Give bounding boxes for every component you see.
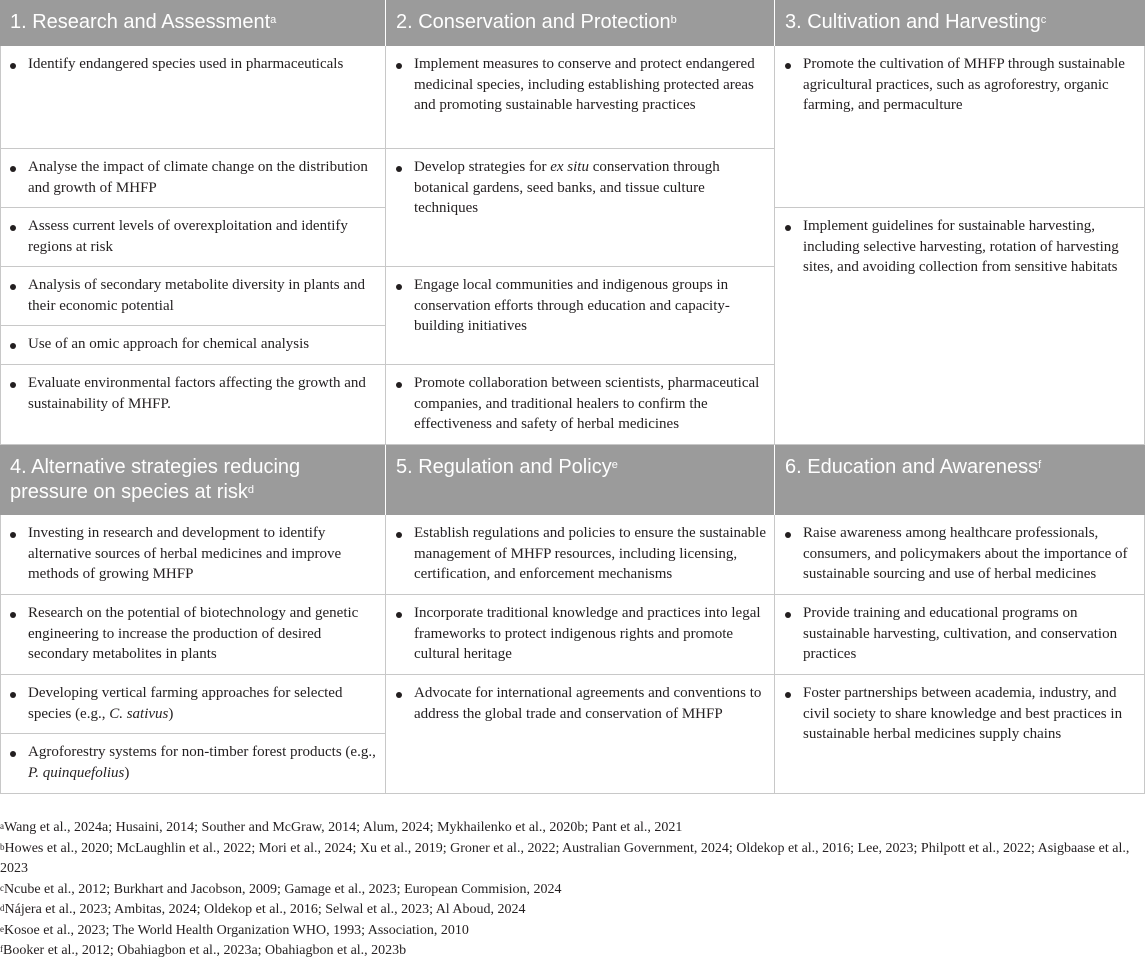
footnote-a: $^a$Wang et al., 2024a; Husaini, 2014; Souther and McGraw, 2014; Alum, 2024; Mykhailenko et al., 2020b; Pant et al., 2021 bbox=[0, 820, 683, 835]
footnote-e: $^e$Kosoe et al., 2023; The World Health Organization WHO, 1993; Association, 2010 bbox=[0, 922, 469, 938]
bullet-icon bbox=[10, 532, 16, 538]
header-conservation-protection bbox=[386, 0, 774, 46]
bullet-icon bbox=[785, 532, 791, 538]
cell-regulation-3 bbox=[386, 675, 775, 794]
cell-education-2 bbox=[775, 595, 1145, 675]
header-title: pressure on species at risk bbox=[10, 481, 248, 503]
footnote-f: $^f$Booker et al., 2012; Obahiagbon et al., 2023a; Obahiagbon et al., 2023b bbox=[0, 943, 407, 958]
list-item: Evaluate environmental factors affecting the growth and sustainability of MHFP. bbox=[10, 373, 377, 414]
header-title: 2. Conservation and Protection bbox=[396, 11, 671, 33]
list-item: Provide training and educational programs on sustainable harvesting, cultivation, and conservation practices bbox=[785, 603, 1136, 665]
cell-conservation-1 bbox=[386, 46, 775, 149]
list-item: Incorporate traditional knowledge and practices into legal frameworks to protect indigenous rights and promote cultural heritage bbox=[396, 603, 766, 665]
cell-regulation-1 bbox=[386, 515, 775, 595]
bullet-icon bbox=[10, 692, 16, 698]
cell-alternative-1 bbox=[0, 515, 386, 595]
list-item: Establish regulations and policies to ensure the sustainable management of MHFP resources, including licensing, certification, and enforcement mechanisms bbox=[396, 523, 766, 585]
header-education-awareness bbox=[775, 445, 1145, 515]
bullet-icon bbox=[10, 63, 16, 69]
bullet-icon bbox=[396, 63, 402, 69]
footnote-d: $^d$Nájera et al., 2023; Ambitas, 2024; Oldekop et al., 2016; Selwal et al., 2023; Al Aboud, 2024 bbox=[0, 902, 526, 917]
footnote-marker: b bbox=[670, 14, 677, 26]
footnote-marker: d bbox=[247, 484, 255, 496]
cell-research-4 bbox=[0, 267, 386, 326]
cell-alternative-4 bbox=[0, 734, 386, 794]
list-item: Research on the potential of biotechnology and genetic engineering to increase the production of desired secondary metabolites in plants bbox=[10, 603, 377, 665]
bullet-icon bbox=[10, 225, 16, 231]
bullet-icon bbox=[396, 284, 402, 290]
list-item: Agroforestry systems for non-timber forest products (e.g., P. quinquefolius) bbox=[10, 742, 377, 783]
table-left-rule bbox=[0, 515, 1, 794]
cell-education-3 bbox=[775, 675, 1145, 794]
bullet-icon bbox=[10, 612, 16, 618]
bullet-icon bbox=[785, 692, 791, 698]
list-item: Analysis of secondary metabolite diversity in plants and their economic potential bbox=[10, 275, 377, 316]
bullet-icon bbox=[10, 343, 16, 349]
cell-research-1 bbox=[0, 46, 386, 149]
cell-research-3 bbox=[0, 208, 386, 267]
footnotes bbox=[0, 818, 1145, 962]
list-item: Investing in research and development to identify alternative sources of herbal medicines and improve methods of growing MHFP bbox=[10, 523, 377, 585]
table-left-rule bbox=[0, 46, 1, 445]
cell-alternative-3 bbox=[0, 675, 386, 734]
list-item: Implement measures to conserve and protect endangered medicinal species, including establishing protected areas and promoting sustainable harvesting practices bbox=[396, 54, 766, 116]
header-research-assessment bbox=[0, 0, 385, 46]
cell-conservation-3 bbox=[386, 267, 775, 365]
cell-cultivation-2 bbox=[775, 208, 1145, 445]
list-item: Engage local communities and indigenous groups in conservation efforts through education and capacity-building initiatives bbox=[396, 275, 766, 337]
cell-conservation-4 bbox=[386, 365, 775, 445]
cell-alternative-2 bbox=[0, 595, 386, 675]
cell-cultivation-1 bbox=[775, 46, 1145, 208]
header-regulation-policy bbox=[386, 445, 774, 515]
bullet-icon bbox=[396, 612, 402, 618]
list-item: Raise awareness among healthcare professionals, consumers, and policymakers about the importance of sustainable sourcing and use of herbal medicines bbox=[785, 523, 1136, 585]
header-cultivation-harvesting bbox=[775, 0, 1145, 46]
list-item: Promote the cultivation of MHFP through sustainable agricultural practices, such as agroforestry, organic farming, and permaculture bbox=[785, 54, 1136, 116]
list-item: Use of an omic approach for chemical analysis bbox=[10, 334, 377, 355]
list-item: Analyse the impact of climate change on the distribution and growth of MHFP bbox=[10, 157, 377, 198]
header-title: 5. Regulation and Policy bbox=[396, 456, 612, 478]
list-item: Promote collaboration between scientists, pharmaceutical companies, and traditional healers to confirm the effectiveness and safety of herbal medicines bbox=[396, 373, 766, 435]
bullet-icon bbox=[396, 692, 402, 698]
list-item: Advocate for international agreements and conventions to address the global trade and conservation of MHFP bbox=[396, 683, 766, 724]
cell-research-5 bbox=[0, 326, 386, 365]
cell-research-2 bbox=[0, 149, 386, 208]
bullet-icon bbox=[10, 751, 16, 757]
bullet-icon bbox=[396, 532, 402, 538]
header-title: 4. Alternative strategies reducing bbox=[10, 456, 301, 478]
footnote-marker: c bbox=[1040, 14, 1047, 26]
bullet-icon bbox=[10, 284, 16, 290]
cell-education-1 bbox=[775, 515, 1145, 595]
list-item: Developing vertical farming approaches for selected species (e.g., C. sativus) bbox=[10, 683, 377, 724]
list-item: Foster partnerships between academia, industry, and civil society to share knowledge and best practices in sustainable herbal medicines supply chains bbox=[785, 683, 1136, 745]
cell-research-6 bbox=[0, 365, 386, 445]
footnote-marker: f bbox=[1038, 459, 1042, 471]
header-title: 1. Research and Assessment bbox=[10, 11, 271, 33]
footnote-marker: a bbox=[270, 14, 277, 26]
bullet-icon bbox=[785, 63, 791, 69]
bullet-icon bbox=[396, 166, 402, 172]
list-item: Assess current levels of overexploitation and identify regions at risk bbox=[10, 216, 377, 257]
bullet-icon bbox=[785, 225, 791, 231]
footnote-b: $^b$Howes et al., 2020; McLaughlin et al., 2022; Mori et al., 2024; Xu et al., 2019; Groner et al., 2022; Australian Government, 2024; Oldekop et al., 2016; Lee, 2023; Philpott et al., 2022; Asigbaase et al., 2023 bbox=[0, 840, 1130, 876]
header-alternative-strategies bbox=[0, 445, 385, 515]
footnote-c: $^c$Ncube et al., 2012; Burkhart and Jacobson, 2009; Gamage et al., 2023; European Commision, 2024 bbox=[0, 881, 562, 897]
bullet-icon bbox=[396, 382, 402, 388]
cell-conservation-2 bbox=[386, 149, 775, 267]
header-title: 3. Cultivation and Harvesting bbox=[785, 11, 1041, 33]
footnote-marker: e bbox=[611, 459, 618, 471]
bullet-icon bbox=[10, 382, 16, 388]
list-item: Develop strategies for ex situ conservation through botanical gardens, seed banks, and tissue culture techniques bbox=[396, 157, 766, 219]
list-item: Identify endangered species used in pharmaceuticals bbox=[10, 54, 377, 75]
header-title: 6. Education and Awareness bbox=[785, 456, 1039, 478]
bullet-icon bbox=[785, 612, 791, 618]
bullet-icon bbox=[10, 166, 16, 172]
list-item: Implement guidelines for sustainable harvesting, including selective harvesting, rotation of harvesting sites, and avoiding collection from sensitive habitats bbox=[785, 216, 1136, 278]
cell-regulation-2 bbox=[386, 595, 775, 675]
